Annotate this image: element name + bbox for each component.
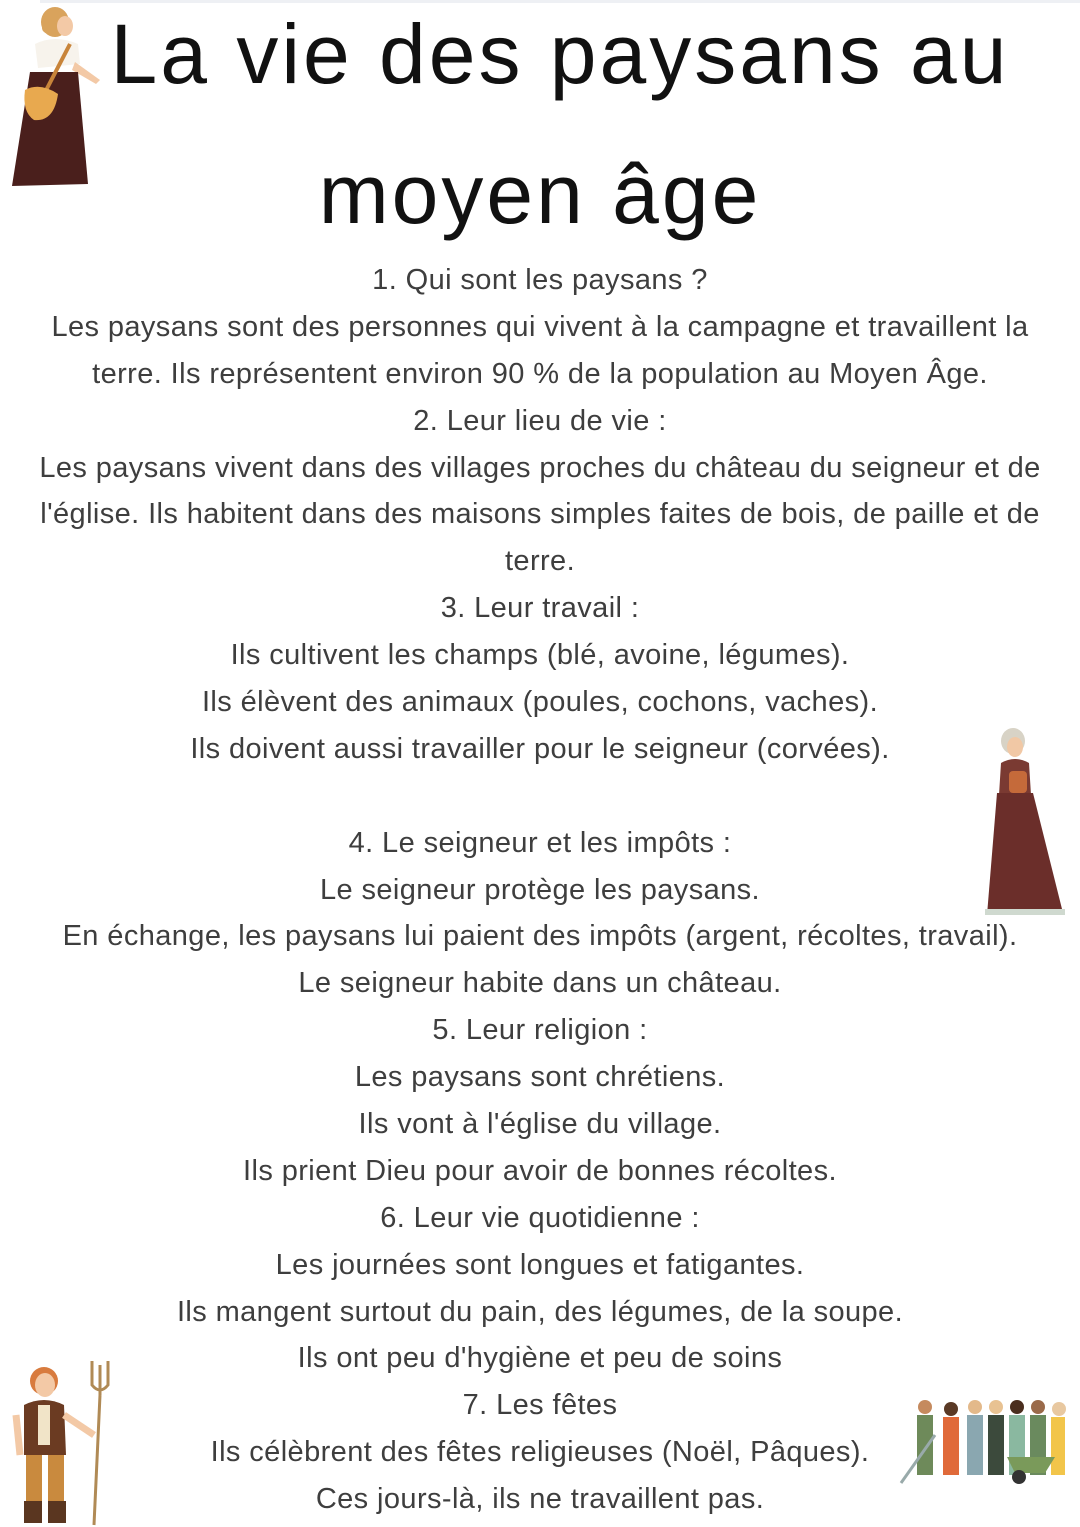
section-heading: 3. Leur travail : xyxy=(440,592,640,625)
section-text-line: En échange, les paysans lui paient des impôts (argent, récoltes, travail). xyxy=(62,920,1018,953)
section-text-line: Ils célèbrent des fêtes religieuses (Noël, Pâques). xyxy=(210,1436,870,1469)
section-heading: 6. Leur vie quotidienne : xyxy=(380,1201,700,1234)
section-text-line: Les paysans vivent dans des villages proches du château du seigneur et de xyxy=(39,451,1041,484)
section-text-line: Ils cultivent les champs (blé, avoine, légumes). xyxy=(230,639,850,672)
document-body xyxy=(0,257,1080,1523)
section-text-line: Ils ont peu d'hygiène et peu de soins xyxy=(297,1342,783,1375)
section-text-line: Ils doivent aussi travailler pour le seigneur (corvées). xyxy=(190,732,890,765)
section-text-line: terre. xyxy=(504,545,576,578)
blank-line xyxy=(0,773,1080,820)
section-heading: 7. Les fêtes xyxy=(462,1389,618,1422)
page-title-line-1: La vie des paysans au xyxy=(110,7,1010,101)
page-title-line-2: moyen âge xyxy=(318,147,762,241)
section-text-line: Les journées sont longues et fatigantes. xyxy=(275,1248,805,1281)
section-heading: 2. Leur lieu de vie : xyxy=(413,404,667,437)
section-heading: 4. Le seigneur et les impôts : xyxy=(348,826,732,859)
section-text-line: Le seigneur protège les paysans. xyxy=(319,873,761,906)
peasant-woman-illustration xyxy=(10,2,105,190)
section-text-line: Les paysans sont des personnes qui vivent à la campagne et travaillent la xyxy=(51,310,1029,343)
section-text-line: Les paysans sont chrétiens. xyxy=(354,1061,726,1094)
section-text-line: Ils mangent surtout du pain, des légumes, de la soupe. xyxy=(176,1295,904,1328)
section-heading: 1. Qui sont les paysans ? xyxy=(372,264,708,296)
section-text-line: Ils élèvent des animaux (poules, cochons, vaches). xyxy=(201,686,879,719)
section-text-line: l'église. Ils habitent dans des maisons simples faites de bois, de paille et de xyxy=(40,498,1040,531)
section-text-line: Le seigneur habite dans un château. xyxy=(298,967,782,1000)
section-heading: 5. Leur religion : xyxy=(432,1014,648,1047)
top-border xyxy=(40,0,1080,3)
section-text-line: Ils vont à l'église du village. xyxy=(358,1108,722,1141)
section-text-line: terre. Ils représentent environ 90 % de la population au Moyen Âge. xyxy=(92,357,988,390)
section-text-line: Ces jours-là, ils ne travaillent pas. xyxy=(315,1483,765,1516)
section-text-line: Ils prient Dieu pour avoir de bonnes récoltes. xyxy=(243,1154,837,1187)
